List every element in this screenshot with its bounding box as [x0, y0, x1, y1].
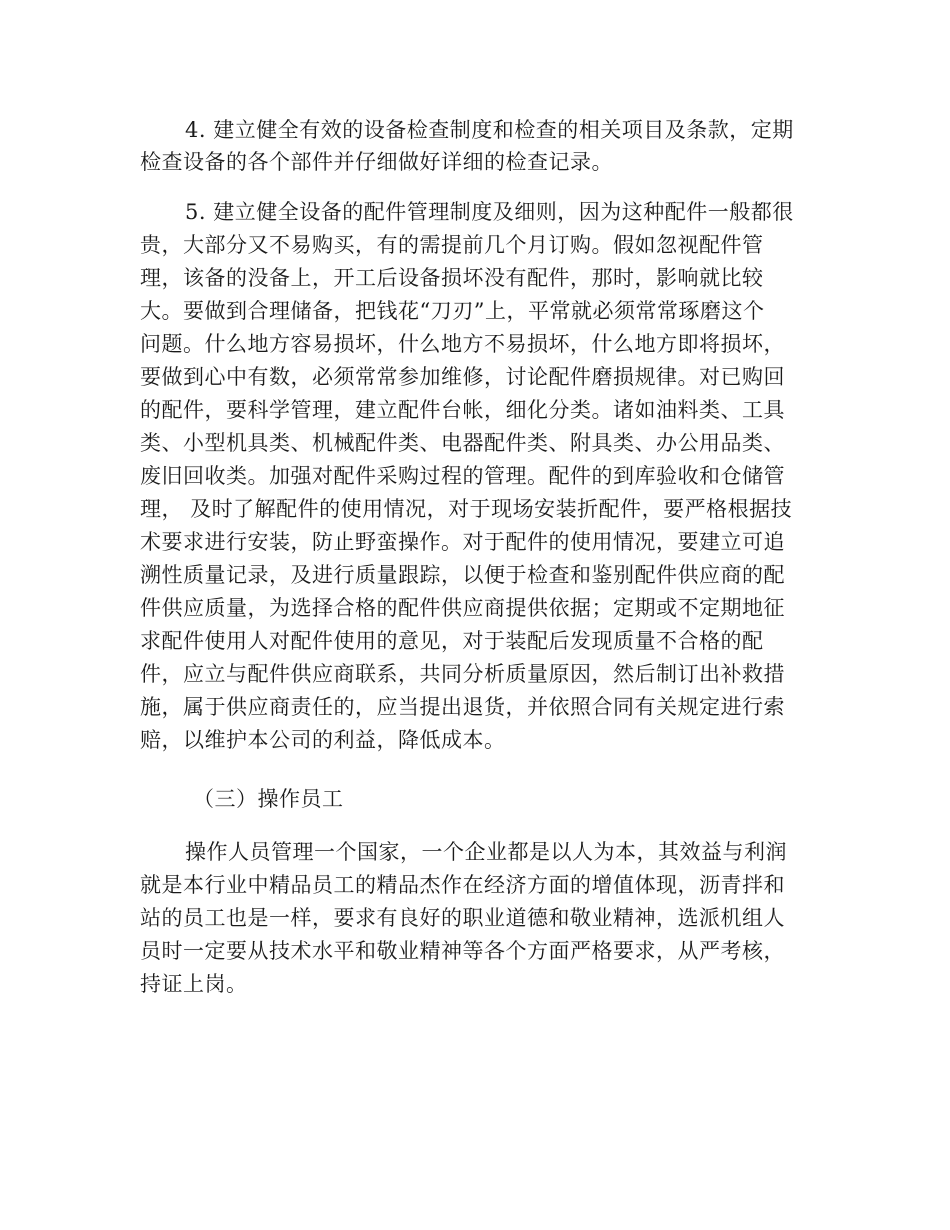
item5-line-5: 问题。什么地方容易损坏，什么地方不易损坏，什么地方即将损坏，	[140, 332, 785, 356]
item5-line-11: 术要求进行安装，防止野蛮操作。对于配件的使用情况，要建立可追	[140, 530, 785, 554]
item5-line-10: 理， 及时了解配件的使用情况，对于现场安装折配件，要严格根据技	[140, 497, 793, 521]
item5-line-15: 件，应立与配件供应商联系，共同分析质量原因，然后制订出补救措	[140, 662, 785, 686]
item5-line-9: 废旧回收类。加强对配件采购过程的管理。配件的到库验收和仓储管	[140, 464, 785, 488]
item4-line-2: 检查设备的各个部件并仔细做好详细的检查记录。	[140, 150, 613, 174]
section3-line-5: 持证上岗。	[140, 972, 248, 996]
item4-line-1: 4. 建立健全有效的设备检查制度和检查的相关项目及条款，定期	[185, 118, 794, 142]
item5-line-3: 理，该备的没备上，开工后设备损坏没有配件，那时，影响就比较	[140, 266, 764, 290]
section3-line-2: 就是本行业中精品员工的精品杰作在经济方面的增值体现，沥青拌和	[140, 873, 785, 897]
item5-line-1: 5. 建立健全设备的配件管理制度及细则，因为这种配件一般都很	[185, 200, 794, 224]
item5-line-4: 大。要做到合理储备，把钱花“刀刃”上，平常就必须常常琢磨这个	[140, 299, 765, 323]
section3-line-3: 站的员工也是一样，要求有良好的职业道德和敬业精神，选派机组人	[140, 906, 785, 930]
item5-line-2: 贵，大部分又不易购买，有的需提前几个月订购。假如忽视配件管	[140, 233, 764, 257]
section3-line-1: 操作人员管理一个国家，一个企业都是以人为本，其效益与利润	[185, 840, 787, 864]
item5-line-16: 施，属于供应商责任的，应当提出退货，并依照合同有关规定进行索	[140, 695, 785, 719]
item5-line-13: 件供应质量，为选择合格的配件供应商提供依据；定期或不定期地征	[140, 596, 785, 620]
item5-line-12: 溯性质量记录，及进行质量跟踪，以便于检查和鉴别配件供应商的配	[140, 563, 785, 587]
item5-line-8: 类、小型机具类、机械配件类、电器配件类、附具类、办公用品类、	[140, 431, 785, 455]
section3-line-4: 员时一定要从技术水平和敬业精神等各个方面严格要求，从严考核，	[140, 939, 785, 963]
item5-line-7: 的配件，要科学管理，建立配件台帐，细化分类。诸如油料类、工具	[140, 398, 785, 422]
section3-heading: （三）操作员工	[193, 787, 344, 811]
item5-line-14: 求配件使用人对配件使用的意见，对于装配后发现质量不合格的配	[140, 629, 764, 653]
item5-line-17: 赔，以维护本公司的利益，降低成本。	[140, 728, 506, 752]
item5-line-6: 要做到心中有数，必须常常参加维修，讨论配件磨损规律。对已购回	[140, 365, 785, 389]
